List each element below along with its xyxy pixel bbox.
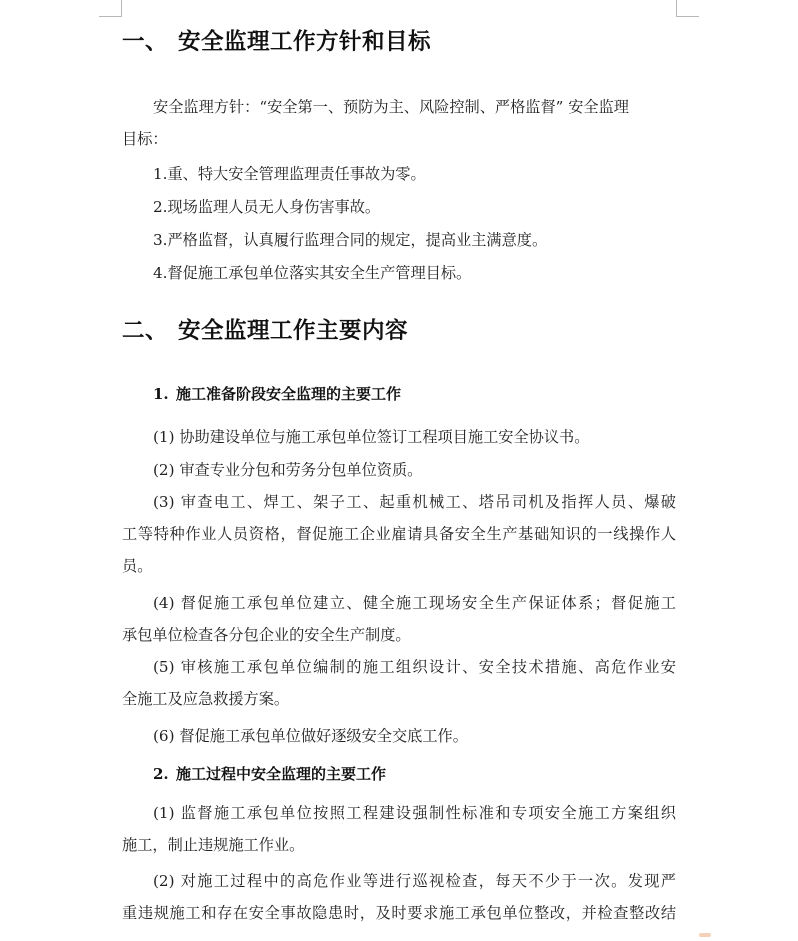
list-item-line: 员。 <box>122 557 153 575</box>
list-item-line: 重违规施工和存在安全事故隐患时，及时要求施工承包单位整改，并检查整改结 <box>122 904 676 922</box>
list-item: (6) 督促施工承包单位做好逐级安全交底工作。 <box>153 727 468 745</box>
list-item <box>122 656 676 720</box>
page-corner-mark-top-right <box>676 0 699 17</box>
section-2-number: 2. <box>153 765 169 783</box>
policy-line-2: 目标： <box>122 130 168 148</box>
goal-item: 3.严格监督，认真履行监理合同的规定，提高业主满意度。 <box>153 231 548 249</box>
section-1-title: 施工准备阶段安全监理的主要工作 <box>176 385 402 403</box>
list-item-line: 施工，制止违规施工作业。 <box>122 836 305 854</box>
goal-item: 1.重、特大安全管理监理责任事故为零。 <box>153 165 426 183</box>
heading-1 <box>122 24 431 56</box>
section-1-heading <box>153 383 401 404</box>
page-edge-mark <box>699 933 711 937</box>
list-item-line: (4) 督促施工承包单位建立、健全施工现场安全生产保证体系；督促施工 <box>153 594 676 612</box>
heading-2-title: 安全监理工作主要内容 <box>178 318 409 344</box>
policy-line-1: 安全监理方针：“安全第一、预防为主、风险控制、严格监督” 安全监理 <box>153 98 629 116</box>
list-item-line: 全施工及应急救援方案。 <box>122 690 290 708</box>
list-item <box>122 592 676 656</box>
list-item <box>122 491 676 587</box>
page-corner-mark-top-left <box>99 0 122 17</box>
section-2-title: 施工过程中安全监理的主要工作 <box>176 765 387 783</box>
list-item-line: (1) 监督施工承包单位按照工程建设强制性标准和专项安全施工方案组织 <box>153 804 676 822</box>
goal-item: 2.现场监理人员无人身伤害事故。 <box>153 198 381 216</box>
list-item-line: (3) 审查电工、焊工、架子工、起重机械工、塔吊司机及指挥人员、爆破 <box>153 493 676 511</box>
heading-1-title: 安全监理工作方针和目标 <box>178 29 432 55</box>
list-item: (2) 审查专业分包和劳务分包单位资质。 <box>153 461 423 479</box>
list-item <box>122 802 676 866</box>
list-item: (1) 协助建设单位与施工承包单位签订工程项目施工安全协议书。 <box>153 428 590 446</box>
list-item-line: (5) 审核施工承包单位编制的施工组织设计、安全技术措施、高危作业安 <box>153 658 676 676</box>
heading-1-number: 一、 <box>122 29 169 55</box>
heading-2 <box>122 313 408 345</box>
section-1-number: 1. <box>153 385 169 403</box>
list-item-line: 工等特种作业人员资格，督促施工企业雇请具备安全生产基础知识的一线操作人 <box>122 525 676 543</box>
heading-2-number: 二、 <box>122 318 169 344</box>
goal-item: 4.督促施工承包单位落实其安全生产管理目标。 <box>153 264 472 282</box>
section-2-heading <box>153 763 386 784</box>
list-item-line: (2) 对施工过程中的高危作业等进行巡视检查，每天不少于一次。发现严 <box>153 872 676 890</box>
list-item <box>122 870 676 934</box>
list-item-line: 承包单位检查各分包企业的安全生产制度。 <box>122 626 411 644</box>
